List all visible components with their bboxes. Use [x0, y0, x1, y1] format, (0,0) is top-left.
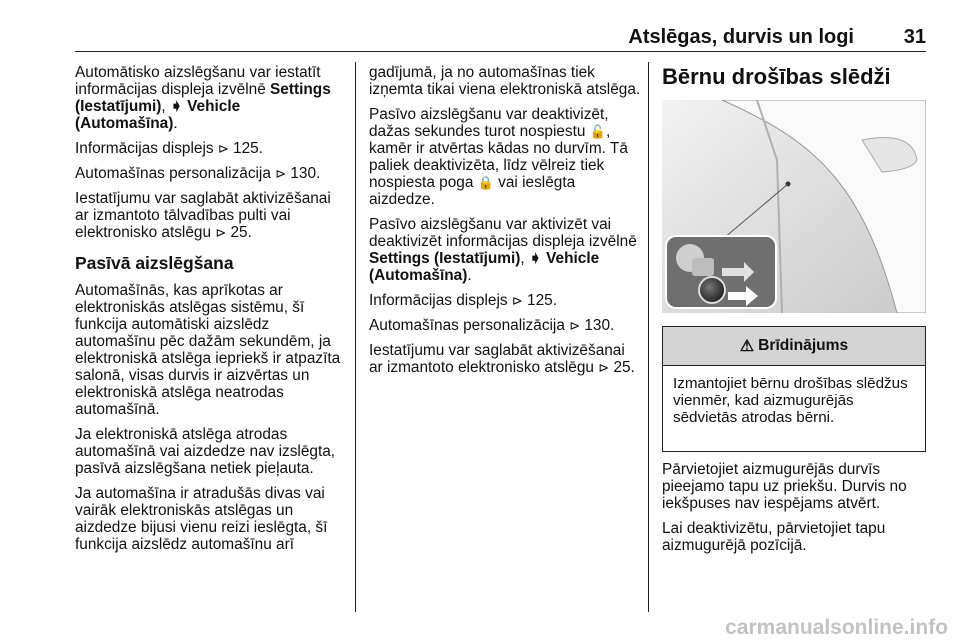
paragraph: Pārvietojiet aizmugurējās durvīs pieejamo tapu uz priekšu. Durvis no iekšpuses nav iespējams atvērt. — [662, 461, 907, 512]
ref-arrow-icon: ⊳ — [215, 225, 227, 240]
paragraph: Automašīnas personalizācija ⊳ 130. — [75, 165, 321, 182]
page-ref-link[interactable]: 125. — [527, 292, 558, 309]
paragraph: Informācijas displejs ⊳ 125. — [369, 292, 558, 309]
menu-vehicle: Vehicle (Automašīna) — [75, 98, 241, 132]
paragraph: Informācijas displejs ⊳ 125. — [75, 140, 264, 157]
section-heading: Bērnu drošības slēdži — [662, 64, 891, 89]
paragraph: Iestatījumu var saglabāt aktivizēšanai ar izmantoto elektronisko atslēgu ⊳ 25. — [369, 342, 635, 376]
menu-arrow-icon: ➧ — [528, 250, 542, 267]
ref-arrow-icon: ⊳ — [217, 141, 229, 156]
header-rule — [75, 51, 926, 52]
page-ref-link[interactable]: 130. — [290, 165, 321, 182]
menu-vehicle: Vehicle (Automašīna) — [369, 250, 600, 284]
column-2 — [369, 64, 641, 384]
page-number: 31 — [903, 26, 926, 48]
section-heading: Pasīvā aizslēgšana — [75, 253, 234, 273]
paragraph: Automašīnas personalizācija ⊳ 130. — [369, 317, 615, 334]
paragraph: Pasīvo aizslēgšanu var deaktivizēt, dažas sekundes turot nospiestu 🔓, kamēr ir atvērtas kādas no durvīm. Tā paliek deaktivizēta, līdz vēlreiz tiek nospiesta poga 🔒 vai ieslēgta aizdedze. — [369, 106, 628, 208]
column-3-text — [662, 461, 926, 562]
warning-box — [662, 326, 926, 452]
paragraph: Ja elektroniskā atslēga atrodas automašīnā vai aizdedze nav izslēgta, pasīvā aizslēgšana netiek pieļauta. — [75, 426, 336, 477]
child-lock-illustration — [662, 100, 926, 313]
paragraph: Pasīvo aizslēgšanu var aktivizēt vai deaktivizēt informācijas displeja izvēlnē Settings (Iestatījumi), ➧ Vehicle (Automašīna). — [369, 216, 637, 284]
ref-arrow-icon: ⊳ — [598, 360, 610, 375]
paragraph: Lai deaktivizētu, pārvietojiet tapu aizmugurējā pozīcijā. — [662, 520, 886, 554]
menu-settings: Settings (Iestatījumi) — [75, 81, 331, 115]
paragraph: Automātisko aizslēgšanu var iestatīt informācijas displeja izvēlnē Settings (Iestatījumi), ➧ Vehicle (Automašīna). — [75, 64, 331, 132]
warning-icon: ⚠ — [739, 338, 755, 355]
watermark: carmanualsonline.info — [725, 616, 948, 639]
menu-settings: Settings (Iestatījumi) — [369, 250, 521, 267]
door-illustration-icon — [662, 100, 926, 313]
paragraph: Iestatījumu var saglabāt aktivizēšanai ar izmantoto tālvadības pulti vai elektronisko atslēgu ⊳ 25. — [75, 190, 331, 241]
page-ref-link[interactable]: 25. — [613, 359, 635, 376]
page-ref-link[interactable]: 130. — [584, 317, 615, 334]
warning-title: Brīdinājums — [758, 337, 849, 354]
column-divider-2 — [648, 62, 649, 612]
paragraph: Ja automašīna ir atradušās divas vai vairāk elektroniskās atslēgas un aizdedze bijusi vienu reizi ieslēgta, šī funkcija aizslēdz automašīnu arī — [75, 485, 328, 553]
ref-arrow-icon: ⊳ — [511, 293, 523, 308]
lock-icon: 🔒 — [477, 175, 494, 190]
page-ref-link[interactable]: 125. — [233, 140, 264, 157]
ref-arrow-icon: ⊳ — [275, 166, 287, 181]
ref-arrow-icon: ⊳ — [569, 318, 581, 333]
warning-header — [663, 327, 925, 366]
column-3 — [662, 64, 926, 100]
header-title: Atslēgas, durvis un logi — [628, 26, 854, 48]
column-1 — [75, 64, 347, 561]
paragraph: gadījumā, ja no automašīnas tiek izņemta tikai viena elektroniskā atslēga. — [369, 64, 641, 98]
page-header — [75, 26, 926, 48]
paragraph: Automašīnās, kas aprīkotas ar elektroniskās atslēgas sistēmu, šī funkcija automātiski aizslēdz automašīnu pēc dažām sekundēm, ja elektroniskā atslēga iepriekš ir atpazīta salonā, visas durvis ir aizvērtas un elektroniskā atslēga neatrodas automašīnā. — [75, 282, 341, 418]
column-divider-1 — [355, 62, 356, 612]
page-ref-link[interactable]: 25. — [230, 224, 252, 241]
menu-arrow-icon: ➧ — [169, 98, 183, 115]
unlock-icon: 🔓 — [589, 124, 606, 139]
warning-text: Izmantojiet bērnu drošības slēdžus vienmēr, kad aizmugurējās sēdvietās atrodas bērni. — [673, 375, 908, 426]
